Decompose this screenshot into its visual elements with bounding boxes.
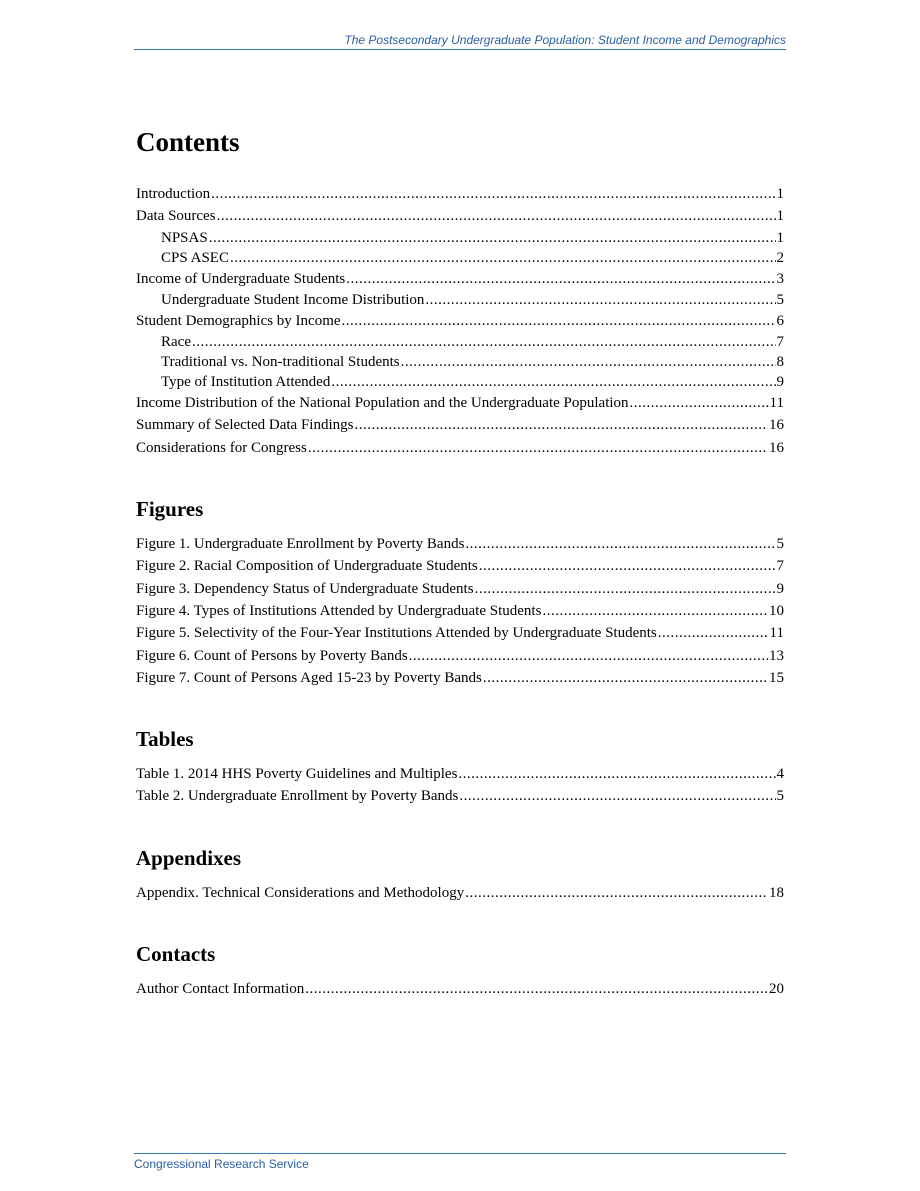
toc-entry-page-number: 3: [776, 270, 784, 287]
running-header-title: The Postsecondary Undergraduate Population: Student Income and Demographics: [134, 33, 786, 50]
toc-entry-label: Race: [161, 334, 191, 351]
toc-entry-label: Income of Undergraduate Students: [136, 270, 346, 287]
dot-leader: [465, 533, 775, 555]
toc-entry-label: Undergraduate Student Income Distribution: [161, 291, 425, 308]
dot-leader: [458, 763, 775, 785]
toc-entry-page-number: 1: [776, 229, 784, 246]
dot-leader: [192, 332, 776, 352]
dot-leader: [209, 228, 776, 248]
toc-entry-label: Income Distribution of the National Population and the Undergraduate Population: [136, 395, 629, 412]
toc-entry-page-number: 15: [769, 669, 784, 686]
figures-heading: Figures: [136, 497, 204, 522]
toc-entry-label: Considerations for Congress: [136, 439, 307, 456]
toc-entry-link[interactable]: [136, 667, 784, 689]
toc-entry-link[interactable]: [136, 228, 784, 248]
dot-leader: [475, 578, 776, 600]
contents-heading: Contents: [136, 127, 240, 157]
toc-entry-link[interactable]: [136, 622, 784, 644]
toc-entry-page-number: 18: [769, 884, 784, 901]
toc-entry-link[interactable]: [136, 555, 784, 577]
dot-leader: [230, 248, 776, 268]
toc-entry-label: Figure 6. Count of Persons by Poverty Bands: [136, 647, 408, 664]
contacts-list: [136, 978, 784, 1000]
toc-entry-label: Table 2. Undergraduate Enrollment by Poverty Bands: [136, 788, 459, 805]
dot-leader: [401, 352, 776, 372]
toc-entry-label: Figure 3. Dependency Status of Undergraduate Students: [136, 580, 474, 597]
dot-leader: [308, 437, 768, 459]
toc-entry-page-number: 11: [769, 625, 784, 642]
contents-section: [136, 123, 784, 459]
toc-entry-link[interactable]: [136, 882, 784, 904]
toc-entry-label: Figure 1. Undergraduate Enrollment by Poverty Bands: [136, 536, 465, 553]
toc-entry-page-number: 16: [769, 439, 784, 456]
toc-entry-page-number: 8: [776, 354, 784, 371]
toc-entry-page-number: 7: [776, 334, 784, 351]
toc-entry-page-number: 20: [769, 981, 784, 998]
toc-entry-label: Figure 2. Racial Composition of Undergraduate Students: [136, 558, 478, 575]
dot-leader: [465, 882, 768, 904]
appendixes-heading: Appendixes: [136, 845, 242, 870]
dot-leader: [331, 372, 775, 392]
dot-leader: [305, 978, 768, 1000]
toc-entry-page-number: 5: [776, 291, 784, 308]
toc-entry-label: Author Contact Information: [136, 981, 305, 998]
toc-entry-link[interactable]: [136, 645, 784, 667]
toc-entry-label: Figure 4. Types of Institutions Attended by Undergraduate Students: [136, 602, 542, 619]
toc-entry-link[interactable]: [136, 248, 784, 268]
toc-entry-label: Traditional vs. Non-traditional Students: [161, 354, 400, 371]
toc-entry-link[interactable]: [136, 414, 784, 436]
dot-leader: [425, 290, 775, 310]
toc-entry-label: Student Demographics by Income: [136, 312, 341, 329]
tables-list: [136, 763, 784, 808]
dot-leader: [630, 392, 769, 414]
dot-leader: [354, 414, 768, 436]
dot-leader: [658, 622, 769, 644]
dot-leader: [346, 268, 775, 290]
page-footer: Congressional Research Service: [134, 1153, 786, 1171]
toc-entry-link[interactable]: [136, 533, 784, 555]
toc-entry-page-number: 9: [776, 374, 784, 391]
toc-entry-link[interactable]: [136, 392, 784, 414]
toc-entry-link[interactable]: [136, 268, 784, 290]
toc-entry-label: Type of Institution Attended: [161, 374, 331, 391]
table-of-contents: [136, 123, 784, 1036]
toc-entry-page-number: 1: [776, 186, 784, 202]
tables-section: [136, 725, 784, 808]
toc-entry-label: Summary of Selected Data Findings: [136, 417, 354, 434]
toc-entry-page-number: 7: [776, 558, 784, 575]
toc-entry-label: CPS ASEC: [161, 249, 229, 266]
toc-entry-link[interactable]: [136, 763, 784, 785]
toc-entry-page-number: 11: [769, 395, 784, 412]
toc-entry-link[interactable]: [136, 437, 784, 459]
contents-list: [136, 183, 784, 459]
toc-entry-page-number: 5: [776, 788, 784, 805]
dot-leader: [542, 600, 768, 622]
toc-entry-label: Figure 7. Count of Persons Aged 15-23 by Poverty Bands: [136, 669, 482, 686]
toc-entry-page-number: 4: [776, 766, 784, 783]
toc-entry-page-number: 10: [769, 602, 784, 619]
dot-leader: [342, 310, 776, 332]
toc-entry-page-number: 16: [769, 417, 784, 434]
tables-heading: Tables: [136, 727, 194, 752]
toc-entry-label: Figure 5. Selectivity of the Four-Year Institutions Attended by Undergraduate Students: [136, 625, 657, 642]
dot-leader: [483, 667, 768, 689]
toc-entry-page-number: 6: [776, 312, 784, 329]
toc-entry-link[interactable]: [136, 183, 784, 205]
toc-entry-label: Data Sources: [136, 208, 216, 225]
toc-entry-page-number: 1: [776, 208, 784, 225]
toc-entry-label: Appendix. Technical Considerations and Methodology: [136, 884, 465, 901]
figures-list: [136, 533, 784, 689]
toc-entry-link[interactable]: [136, 978, 784, 1000]
toc-entry-link[interactable]: [136, 290, 784, 310]
dot-leader: [409, 645, 768, 667]
toc-entry-link[interactable]: [136, 372, 784, 392]
appendixes-section: [136, 844, 784, 904]
toc-entry-label: NPSAS: [161, 229, 208, 246]
dot-leader: [211, 183, 775, 205]
toc-entry-link[interactable]: [136, 578, 784, 600]
figures-section: [136, 495, 784, 689]
toc-entry-link[interactable]: [136, 600, 784, 622]
toc-entry-link[interactable]: [136, 310, 784, 332]
contacts-heading: Contacts: [136, 942, 216, 967]
toc-entry-link[interactable]: [136, 352, 784, 372]
dot-leader: [459, 785, 775, 807]
toc-entry-link[interactable]: [136, 205, 784, 227]
toc-entry-label: Table 1. 2014 HHS Poverty Guidelines and Multiples: [136, 766, 458, 783]
appendixes-list: [136, 882, 784, 904]
dot-leader: [217, 205, 776, 227]
contacts-section: [136, 940, 784, 1000]
toc-entry-page-number: 9: [776, 580, 784, 597]
toc-entry-link[interactable]: [136, 785, 784, 807]
toc-entry-link[interactable]: [136, 332, 784, 352]
dot-leader: [479, 555, 776, 577]
toc-entry-page-number: 2: [776, 249, 784, 266]
toc-entry-page-number: 13: [769, 647, 784, 664]
toc-entry-page-number: 5: [776, 536, 784, 553]
toc-entry-label: Introduction: [136, 186, 211, 202]
